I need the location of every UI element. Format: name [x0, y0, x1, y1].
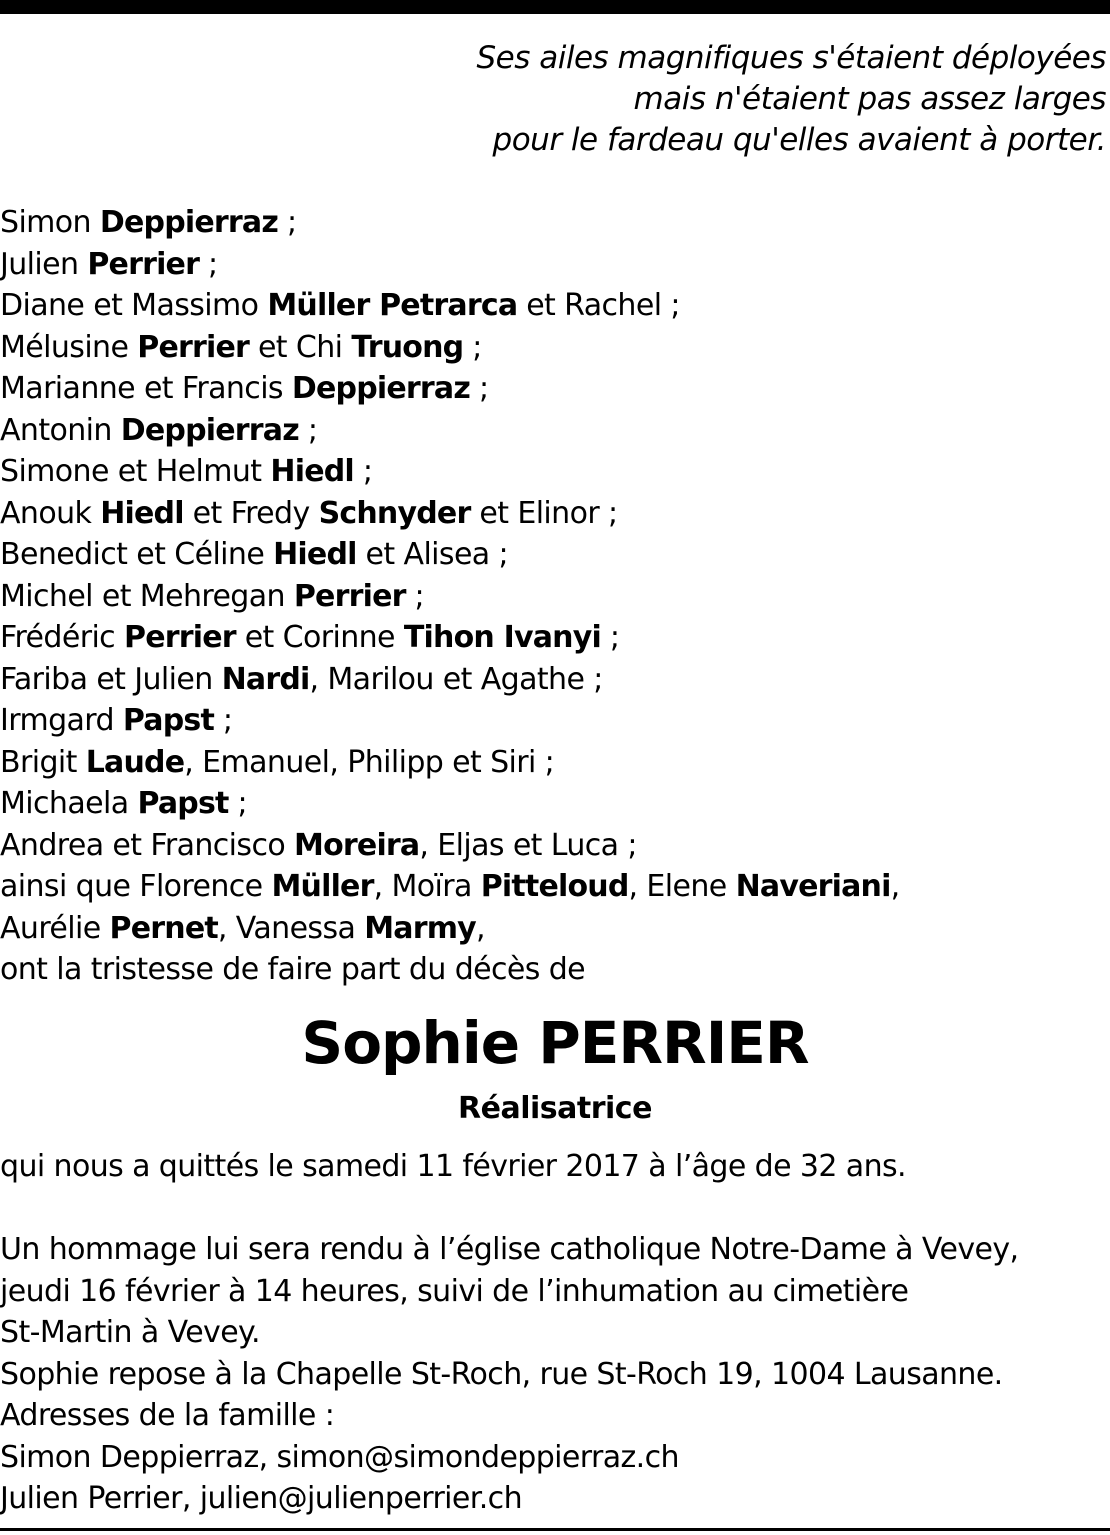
family-surname: Hiedl: [273, 537, 357, 572]
family-line: [0, 742, 1110, 784]
family-text: ;: [214, 703, 233, 738]
family-text: ,: [475, 910, 485, 946]
family-surname: Perrier: [137, 329, 250, 365]
family-text: , Moïra: [373, 869, 481, 904]
family-text: ;: [228, 786, 247, 821]
family-text: Mélusine: [0, 329, 138, 365]
family-text: et Fredy: [183, 495, 319, 531]
family-text: ;: [353, 454, 373, 489]
family-line: [0, 576, 1110, 618]
family-surname: Pitteloud: [480, 869, 629, 904]
family-line: [0, 285, 1110, 327]
family-surname: Tihon Ivanyi: [403, 620, 601, 655]
family-surname: Naveriani: [735, 869, 891, 904]
family-text: Simon: [0, 205, 100, 240]
family-line: [0, 659, 1110, 701]
family-surname: Moreira: [294, 827, 420, 863]
deceased-name: Sophie PERRIER: [301, 1009, 809, 1077]
family-line: [0, 534, 1110, 576]
family-text: ;: [600, 620, 620, 655]
family-surname: Hiedl: [100, 495, 184, 531]
death-notice-line: qui nous a quittés le samedi 11 février 2017 à l’âge de 32 ans.: [0, 1149, 906, 1184]
family-text: Diane et Massimo: [0, 288, 268, 323]
family-list: [0, 202, 1110, 991]
family-text: , Elene: [628, 869, 736, 904]
family-surname: Deppierraz: [120, 412, 299, 448]
family-text: Anouk: [0, 495, 101, 531]
family-text: , Marilou et Agathe ;: [309, 661, 603, 697]
family-line: [0, 244, 1110, 286]
family-text: Benedict et Céline: [0, 537, 274, 572]
ceremony-line: St-Martin à Vevey.: [0, 1315, 260, 1350]
family-line: [0, 700, 1110, 742]
family-surname: Papst: [122, 703, 214, 738]
top-rule: [0, 0, 1110, 14]
family-text: ;: [298, 412, 318, 448]
family-text: ;: [199, 246, 218, 282]
family-text: et Corinne: [235, 620, 404, 655]
family-line: [0, 866, 1110, 908]
epigraph-line: Ses ailes magnifiques s'étaient déployées: [476, 40, 1106, 76]
family-line: [0, 202, 1110, 244]
family-line: [0, 368, 1110, 410]
family-text: Brigit: [0, 744, 86, 780]
family-text: et Rachel ;: [517, 288, 680, 323]
family-text: ;: [278, 205, 297, 240]
epigraph-line: mais n'étaient pas assez larges: [633, 81, 1106, 117]
family-surname: Papst: [137, 786, 229, 821]
family-text: ;: [463, 329, 482, 365]
family-line: [0, 783, 1110, 825]
family-surname: Müller Petrarca: [267, 288, 518, 323]
ceremony-line: Adresses de la famille :: [0, 1398, 335, 1433]
family-text: ont la tristesse de faire part du décès de: [0, 952, 586, 987]
epigraph: [206, 38, 1106, 161]
family-surname: Deppierraz: [99, 205, 279, 240]
family-line: [0, 410, 1110, 452]
family-surname: Pernet: [109, 910, 218, 946]
family-surname: Truong: [351, 329, 464, 365]
family-text: Michel et Mehregan: [0, 578, 294, 614]
family-text: et Alisea ;: [356, 537, 509, 572]
family-text: Michaela: [0, 786, 138, 821]
family-line: [0, 451, 1110, 493]
family-text: ainsi que Florence: [0, 869, 272, 904]
family-text: Aurélie: [0, 910, 110, 946]
family-text: Antonin: [0, 412, 121, 448]
family-surname: Marmy: [364, 910, 476, 946]
family-text: Simone et Helmut: [0, 454, 271, 489]
family-text: ,: [890, 869, 900, 904]
family-text: Irmgard: [0, 703, 123, 738]
family-line: [0, 949, 1110, 991]
deceased-role: Réalisatrice: [458, 1091, 652, 1126]
family-surname: Perrier: [293, 578, 406, 614]
family-surname: Hiedl: [270, 454, 354, 489]
family-text: ;: [405, 578, 425, 614]
family-text: , Emanuel, Philipp et Siri ;: [184, 744, 555, 780]
family-surname: Laude: [85, 744, 185, 780]
ceremony-line: jeudi 16 février à 14 heures, suivi de l’inhumation au cimetière: [0, 1273, 909, 1309]
family-text: et Chi: [249, 329, 352, 365]
family-text: et Elinor ;: [470, 495, 618, 531]
family-text: Andrea et Francisco: [0, 827, 295, 863]
family-text: , Vanessa: [217, 910, 365, 946]
ceremony-line: Un hommage lui sera rendu à l’église catholique Notre-Dame à Vevey,: [0, 1232, 1019, 1267]
ceremony-details: [0, 1229, 1110, 1520]
family-surname: Müller: [271, 869, 374, 904]
contact-line: Julien Perrier, julien@julienperrier.ch: [0, 1481, 522, 1516]
contact-line: Simon Deppierraz, simon@simondeppierraz.ch: [0, 1439, 679, 1475]
family-surname: Deppierraz: [291, 371, 471, 406]
family-surname: Perrier: [87, 246, 200, 282]
family-text: , Eljas et Luca ;: [419, 827, 637, 863]
family-line: [0, 327, 1110, 369]
family-line: [0, 908, 1110, 950]
epigraph-line: pour le fardeau qu'elles avaient à porter.: [492, 122, 1106, 158]
family-text: Marianne et Francis: [0, 371, 292, 406]
ceremony-line: Sophie repose à la Chapelle St-Roch, rue St-Roch 19, 1004 Lausanne.: [0, 1356, 1003, 1392]
family-line: [0, 617, 1110, 659]
family-surname: Schnyder: [318, 495, 471, 531]
family-text: Fariba et Julien: [0, 661, 222, 697]
bottom-rule: [0, 1528, 1110, 1531]
family-line: [0, 493, 1110, 535]
death-notice: [0, 1146, 1110, 1188]
family-text: Frédéric: [0, 620, 125, 655]
family-text: ;: [470, 371, 489, 406]
family-surname: Nardi: [221, 661, 310, 697]
family-line: [0, 825, 1110, 867]
family-text: Julien: [0, 246, 88, 282]
family-surname: Perrier: [124, 620, 236, 655]
